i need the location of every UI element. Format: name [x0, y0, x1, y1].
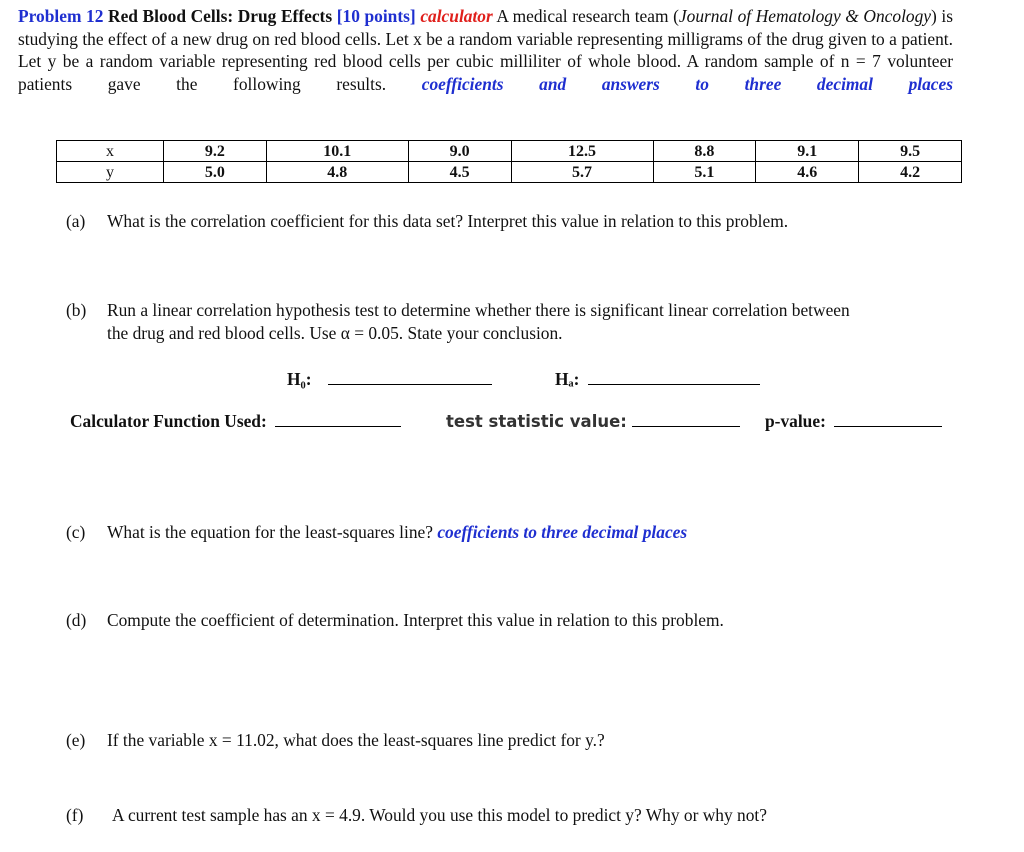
table-row-x	[57, 141, 962, 162]
calculator-function-field	[70, 410, 401, 432]
calculator-tag: calculator	[420, 6, 493, 26]
question-text-line2: the drug and red blood cells. Use α = 0.05. State your conclusion.	[107, 322, 563, 343]
x-cell: 12.5	[511, 141, 653, 162]
question-d	[66, 609, 724, 632]
y-cell: 5.7	[511, 162, 653, 183]
data-table	[56, 140, 962, 183]
x-cell: 9.1	[756, 141, 859, 162]
y-cell: 5.0	[164, 162, 267, 183]
question-b	[66, 299, 850, 343]
p-value-field	[765, 410, 942, 432]
question-f	[66, 804, 767, 827]
y-cell: 4.2	[859, 162, 962, 183]
y-cell: 4.6	[756, 162, 859, 183]
question-text-line1: Run a linear correlation hypothesis test to determine whether there is significant linear correlation between	[107, 300, 850, 320]
x-cell: 10.1	[266, 141, 408, 162]
calc-function-blank[interactable]	[275, 410, 401, 427]
h0-label: H₀:	[287, 369, 312, 389]
x-cell: 9.2	[164, 141, 267, 162]
problem-intro	[18, 5, 953, 95]
y-cell: 5.1	[653, 162, 756, 183]
ha-blank[interactable]	[588, 368, 760, 385]
journal-name: Journal of Hematology & Oncology	[678, 6, 932, 26]
table-row-y	[57, 162, 962, 183]
question-c-note: coefficients to three decimal places	[437, 522, 688, 542]
x-cell: 9.0	[408, 141, 511, 162]
intro-text-b: ) is studying the effect of a new drug on red blood cells. Let x be a random variable representing milligrams of the drug given to a patient. Let y be a random variable representing red blood cells per cubic milliliter of whole blood. A random sample of n = 7 volunteer patients gave the following results.	[18, 6, 953, 94]
alt-hypothesis-field	[555, 368, 760, 390]
calc-function-label: Calculator Function Used:	[70, 411, 267, 431]
p-value-label: p-value:	[765, 411, 826, 431]
x-cell: 9.5	[859, 141, 962, 162]
question-text: A current test sample has an x = 4.9. Would you use this model to predict y? Why or why not?	[112, 805, 767, 825]
intro-text-a: A medical research team (	[496, 6, 679, 26]
question-label: (b)	[66, 300, 87, 320]
question-c-text: What is the equation for the least-squares line?	[107, 522, 438, 542]
question-text	[107, 521, 687, 544]
y-cell: 4.5	[408, 162, 511, 183]
x-header: x	[57, 141, 164, 162]
p-value-blank[interactable]	[834, 410, 942, 427]
y-header: y	[57, 162, 164, 183]
test-statistic-blank[interactable]	[632, 410, 740, 427]
question-label: (c)	[66, 522, 86, 542]
question-c	[66, 521, 688, 544]
problem-title: Red Blood Cells: Drug Effects	[108, 6, 333, 26]
question-text: What is the correlation coefficient for this data set? Interpret this value in relation to this problem.	[107, 211, 789, 231]
question-label: (d)	[66, 610, 87, 630]
question-e	[66, 729, 605, 752]
question-text: If the variable x = 11.02, what does the least-squares line predict for y.?	[107, 730, 605, 750]
question-label: (e)	[66, 730, 86, 750]
x-cell: 8.8	[653, 141, 756, 162]
y-cell: 4.8	[266, 162, 408, 183]
null-hypothesis-field	[287, 368, 492, 390]
test-statistic-label: test statistic value:	[446, 412, 627, 431]
points-badge: [10 points]	[336, 6, 416, 26]
ha-label: Hₐ:	[555, 369, 580, 389]
h0-blank[interactable]	[328, 368, 492, 385]
test-statistic-field	[446, 410, 740, 432]
question-label: (f)	[66, 805, 84, 825]
precision-note: coefficients and answers to three decimal places	[421, 73, 954, 94]
question-label: (a)	[66, 211, 86, 231]
problem-label: Problem 12	[18, 6, 104, 26]
question-a	[66, 210, 789, 233]
question-text: Compute the coefficient of determination. Interpret this value in relation to this problem.	[107, 610, 724, 630]
